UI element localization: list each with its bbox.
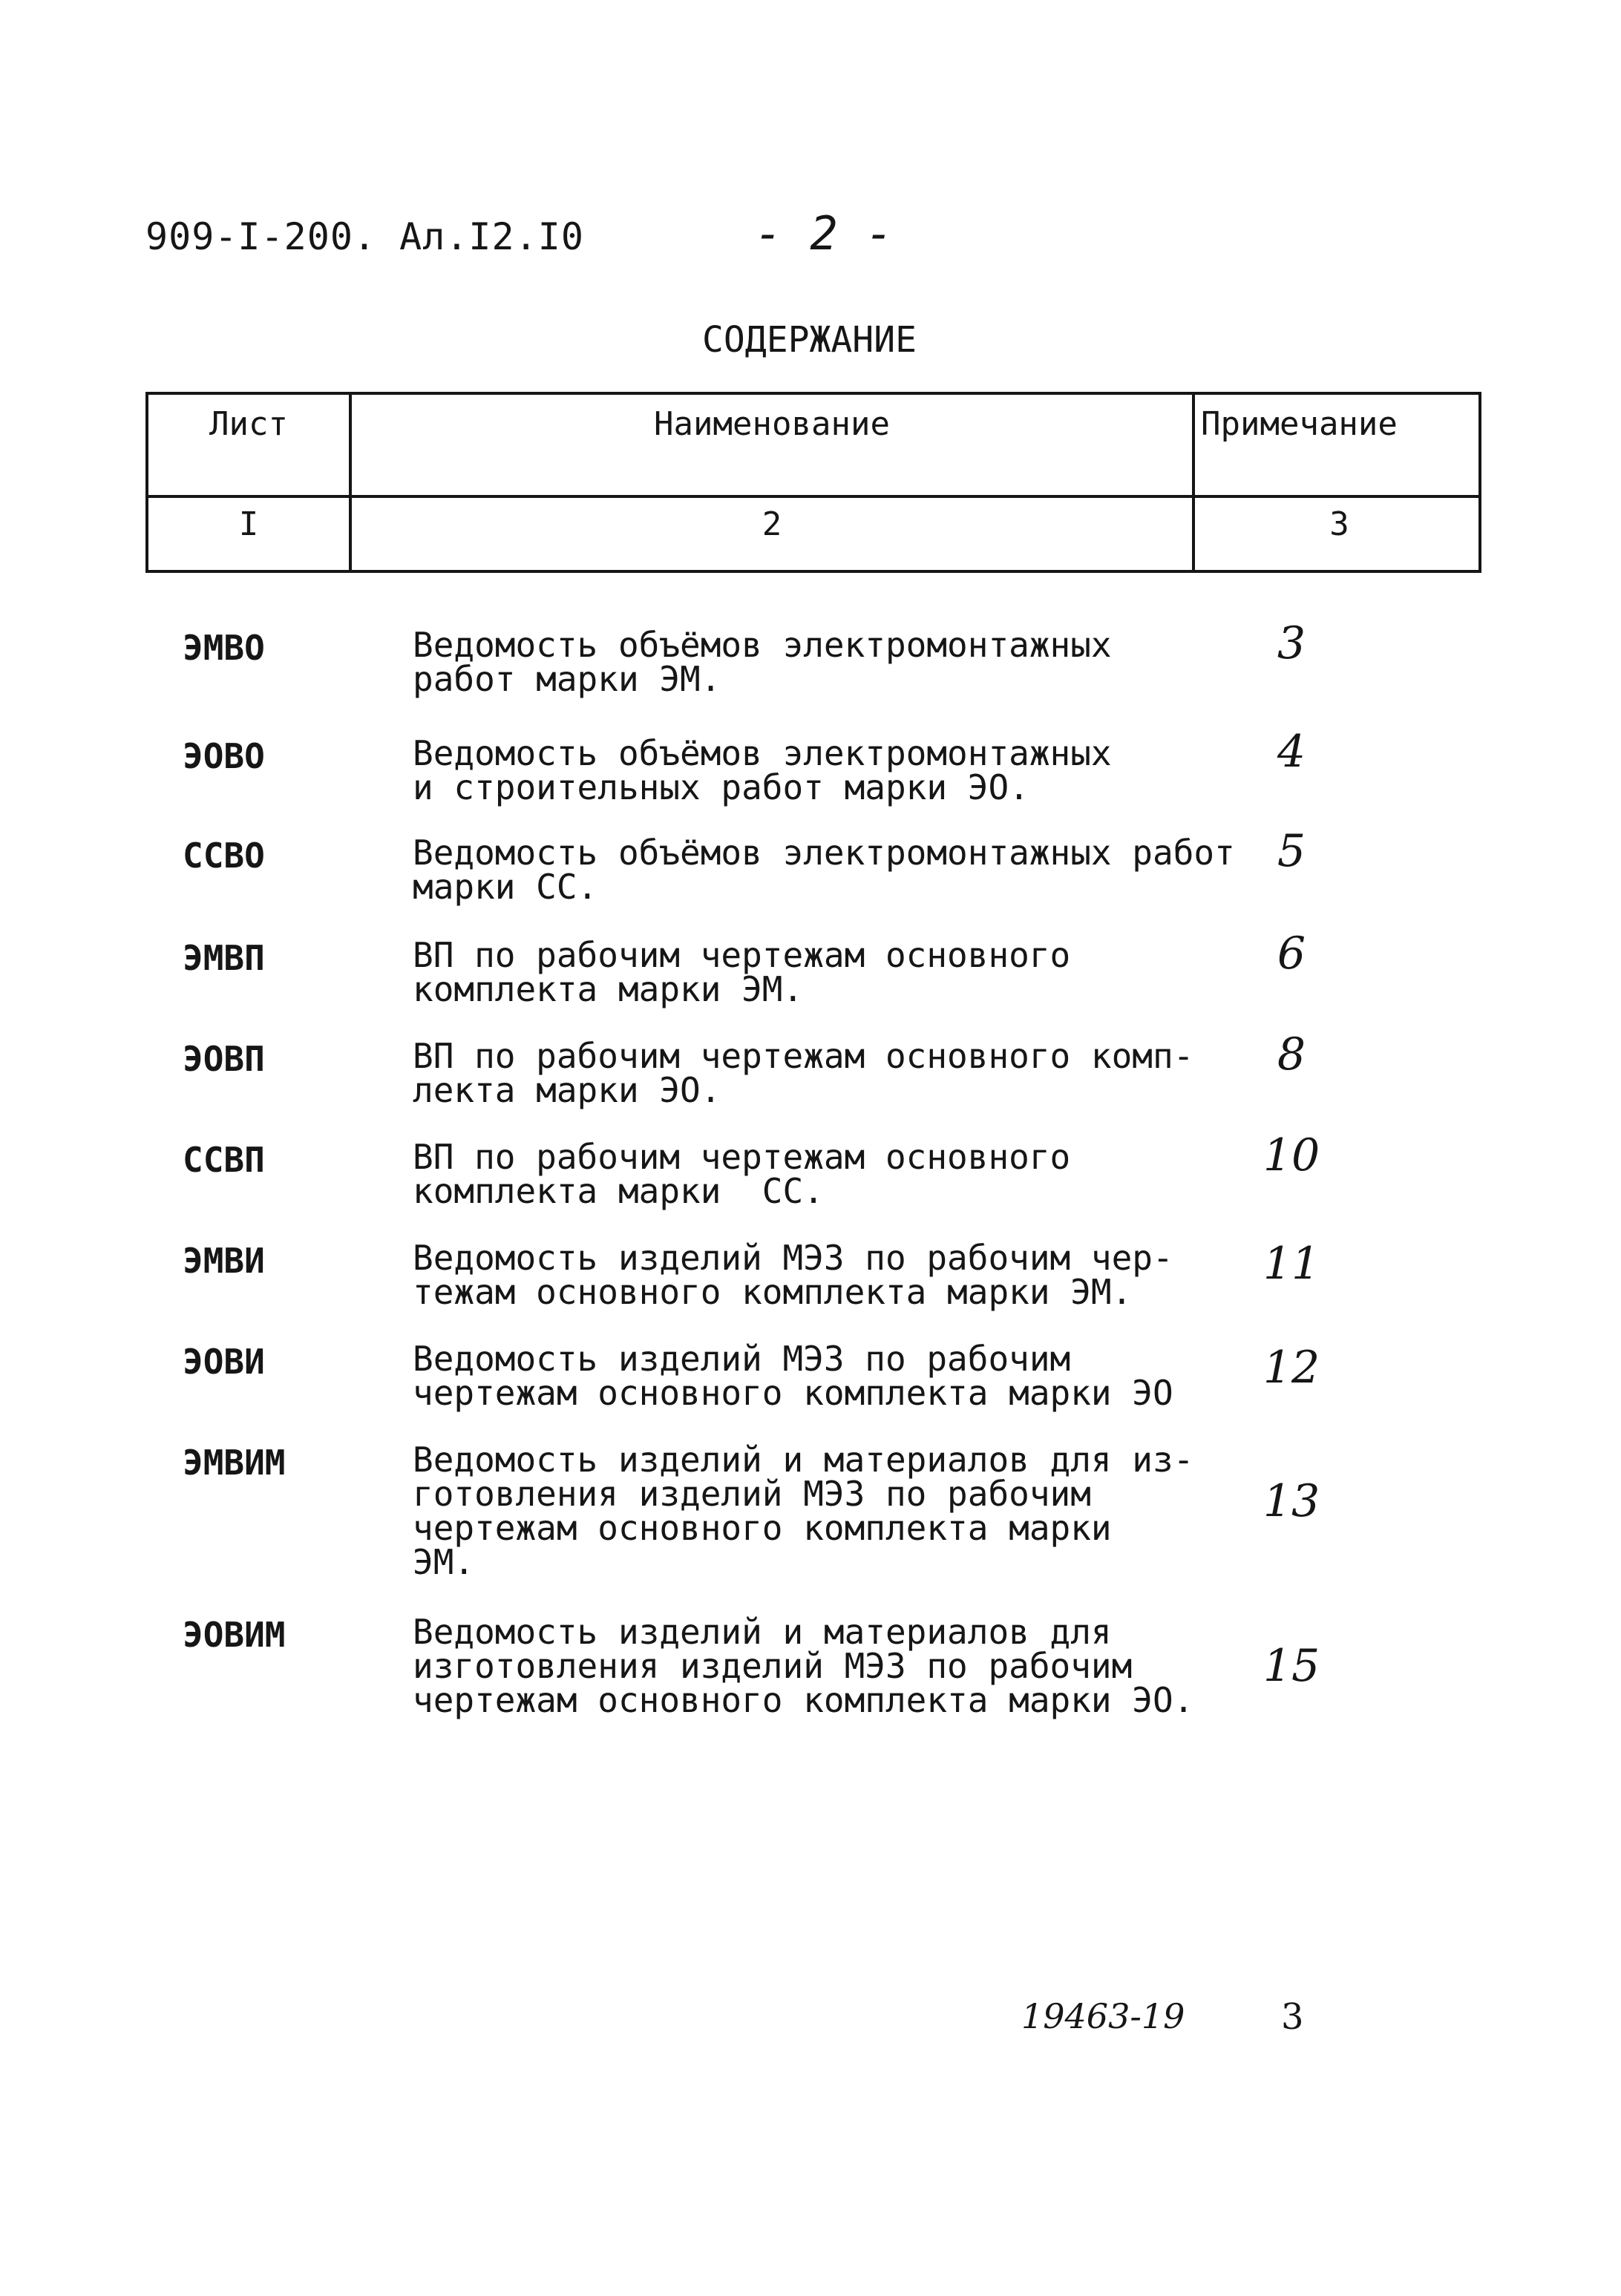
entry-note: 8 bbox=[1277, 1029, 1306, 1080]
column-header-name: Наименование bbox=[350, 393, 1193, 496]
entry-name: ВП по рабочим чертежам основного комплекта марки ЭМ. bbox=[413, 935, 1071, 1009]
entry-note: 11 bbox=[1263, 1238, 1320, 1290]
entry-name: Ведомость изделий МЭЗ по рабочим чер- тежам основного комплекта марки ЭМ. bbox=[413, 1238, 1173, 1312]
footer-page-number: 3 bbox=[1281, 1996, 1304, 2038]
entry-name: Ведомость изделий и материалов для изготовления изделий МЭЗ по рабочим чертежам основного комплекта марки ЭО. bbox=[413, 1612, 1194, 1720]
entry-note: 10 bbox=[1263, 1129, 1320, 1181]
column-number-3: 3 bbox=[1193, 496, 1480, 571]
entry-note: 3 bbox=[1277, 617, 1306, 669]
entry-note: 5 bbox=[1277, 825, 1306, 877]
contents-table-header bbox=[145, 392, 1481, 573]
entry-name: Ведомость объёмов электромонтажных и строительных работ марки ЭО. bbox=[413, 733, 1112, 807]
entry-sheet: ЭМВИМ bbox=[183, 1443, 286, 1483]
column-header-sheet: Лист bbox=[147, 393, 350, 496]
entry-name: Ведомость объёмов электромонтажных работ марки СС. bbox=[413, 833, 1235, 907]
entry-sheet: ССВО bbox=[183, 836, 265, 876]
entry-note: 4 bbox=[1277, 726, 1306, 778]
document-code: 909-I-200. Ал.I2.I0 bbox=[145, 215, 584, 258]
entry-note: 15 bbox=[1263, 1640, 1320, 1692]
column-number-1: I bbox=[147, 496, 350, 571]
entry-note: 13 bbox=[1263, 1475, 1320, 1527]
entry-name: ВП по рабочим чертежам основного комп- лекта марки ЭО. bbox=[413, 1036, 1194, 1110]
page-number: - 2 - bbox=[754, 206, 894, 260]
column-number-2: 2 bbox=[350, 496, 1193, 571]
entry-sheet: ЭОВО bbox=[183, 736, 265, 776]
entry-name: Ведомость изделий и материалов для из- готовления изделий МЭЗ по рабочим чертежам основного комплекта марки ЭМ. bbox=[413, 1440, 1194, 1582]
entry-sheet: ЭОВИ bbox=[183, 1342, 265, 1382]
entry-sheet: ЭОВИМ bbox=[183, 1615, 286, 1655]
entry-name: Ведомость изделий МЭЗ по рабочим чертежам основного комплекта марки ЭО bbox=[413, 1339, 1173, 1413]
entry-note: 12 bbox=[1263, 1342, 1320, 1394]
column-header-note: Примечание bbox=[1193, 393, 1480, 496]
toc-title: СОДЕРЖАНИЕ bbox=[702, 319, 917, 361]
entry-name: ВП по рабочим чертежам основного комплекта марки СС. bbox=[413, 1137, 1071, 1211]
entry-name: Ведомость объёмов электромонтажных работ марки ЭМ. bbox=[413, 625, 1112, 699]
entry-sheet: ЭМВО bbox=[183, 628, 265, 668]
entry-sheet: ЭОВП bbox=[183, 1039, 265, 1079]
entry-note: 6 bbox=[1277, 928, 1306, 980]
document-inventory-number: 19463-19 bbox=[1021, 1996, 1185, 2036]
entry-sheet: ЭМВИ bbox=[183, 1241, 265, 1281]
entry-sheet: ССВП bbox=[183, 1140, 265, 1180]
entry-sheet: ЭМВП bbox=[183, 938, 265, 978]
